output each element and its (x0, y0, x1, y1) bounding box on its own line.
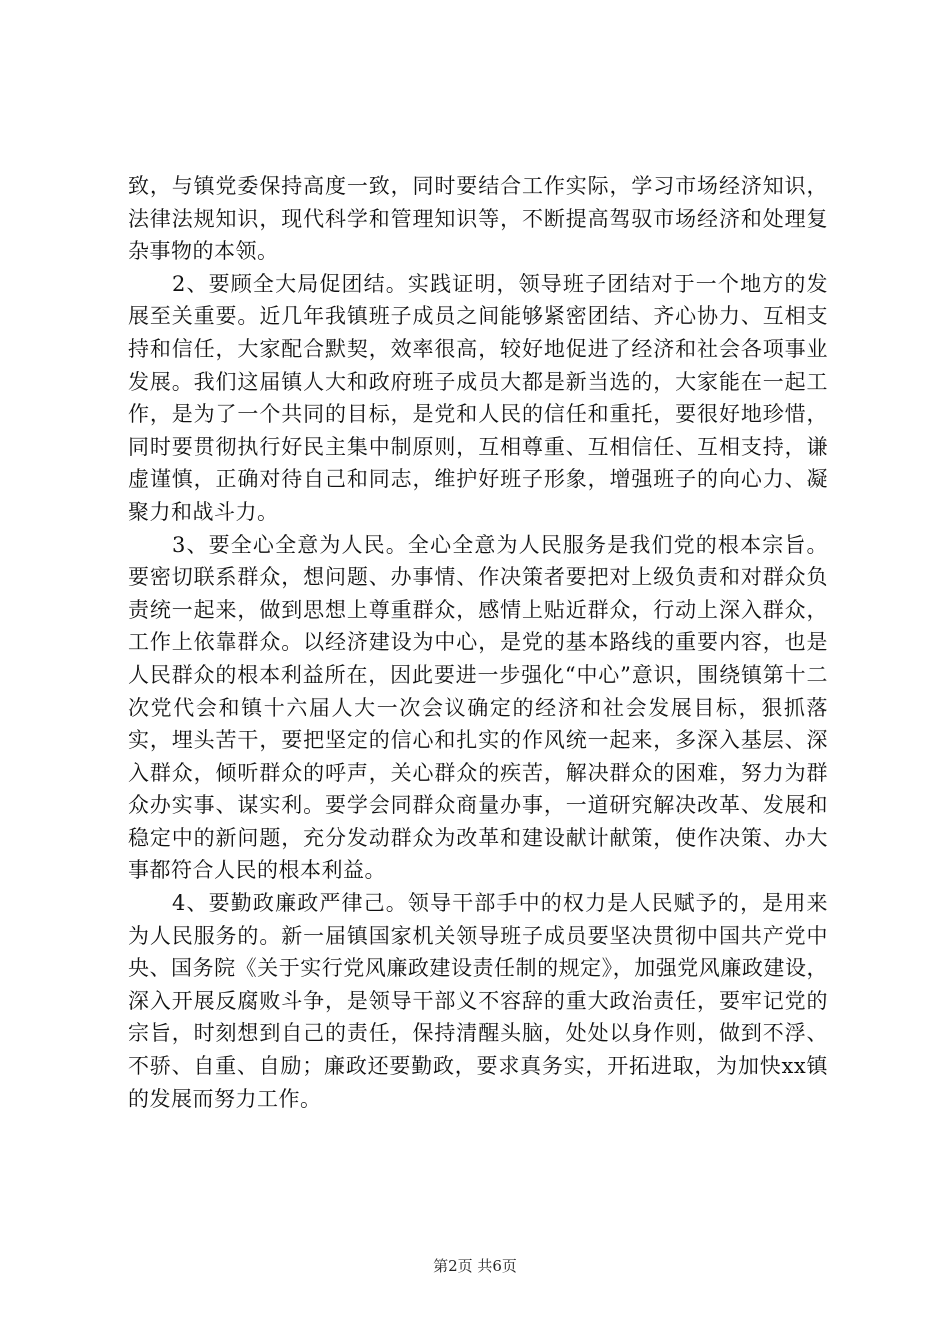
paragraph-integrity: 4、要勤政廉政严律己。领导干部手中的权力是人民赋予的，是用来为人民服务的。新一届镇国家机关领导班子成员要坚决贯彻中国共产党中央、国务院《关于实行党风廉政建设责任制的规定》，加强党风廉政建设，深入开展反腐败斗争，是领导干部义不容辞的重大政治责任，要牢记党的宗旨，时刻想到自己的责任，保持清醒头脑，处处以身作则，做到不浮、不骄、自重、自励；廉政还要勤政，要求真务实，开拓进取，为加快xx镇的发展而努力工作。 (128, 891, 828, 1111)
paragraph-unity: 2、要顾全大局促团结。实践证明，领导班子团结对于一个地方的发展至关重要。近几年我镇班子成员之间能够紧密团结、齐心协力、互相支持和信任，大家配合默契，效率很高，较好地促进了经济和社会各项事业发展。我们这届镇人大和政府班子成员大都是新当选的，大家能在一起工作，是为了一个共同的目标，是党和人民的信任和重托，要很好地珍惜，同时要贯彻执行好民主集中制原则，互相尊重、互相信任、互相支持，谦虚谨慎，正确对待自己和同志，维护好班子形象，增强班子的向心力、凝聚力和战斗力。 (128, 271, 828, 524)
paragraph-serve-people: 3、要全心全意为人民。全心全意为人民服务是我们党的根本宗旨。要密切联系群众，想问题、办事情、作决策者要把对上级负责和对群众负责统一起来，做到思想上尊重群众，感情上贴近群众，行动上深入群众，工作上依靠群众。以经济建设为中心，是党的基本路线的重要内容，也是人民群众的根本利益所在，因此要进一步强化“中心”意识，围绕镇第十二次党代会和镇十六届人大一次会议确定的经济和社会发展目标，狠抓落实，埋头苦干，要把坚定的信心和扎实的作风统一起来，多深入基层、深入群众，倾听群众的呼声，关心群众的疾苦，解决群众的困难，努力为群众办实事、谋实利。要学会同群众商量办事，一道研究解决改革、发展和稳定中的新问题，充分发动群众为改革和建设献计献策，使作决策、办大事都符合人民的根本利益。 (128, 532, 828, 883)
page-number-footer: 第2页 共6页 (433, 1257, 517, 1275)
paragraph-continuation: 致，与镇党委保持高度一致，同时要结合工作实际，学习市场经济知识，法律法规知识，现代科学和管理知识等，不断提高驾驭市场经济和处理复杂事物的本领。 (128, 174, 828, 264)
document-body (128, 170, 828, 1115)
